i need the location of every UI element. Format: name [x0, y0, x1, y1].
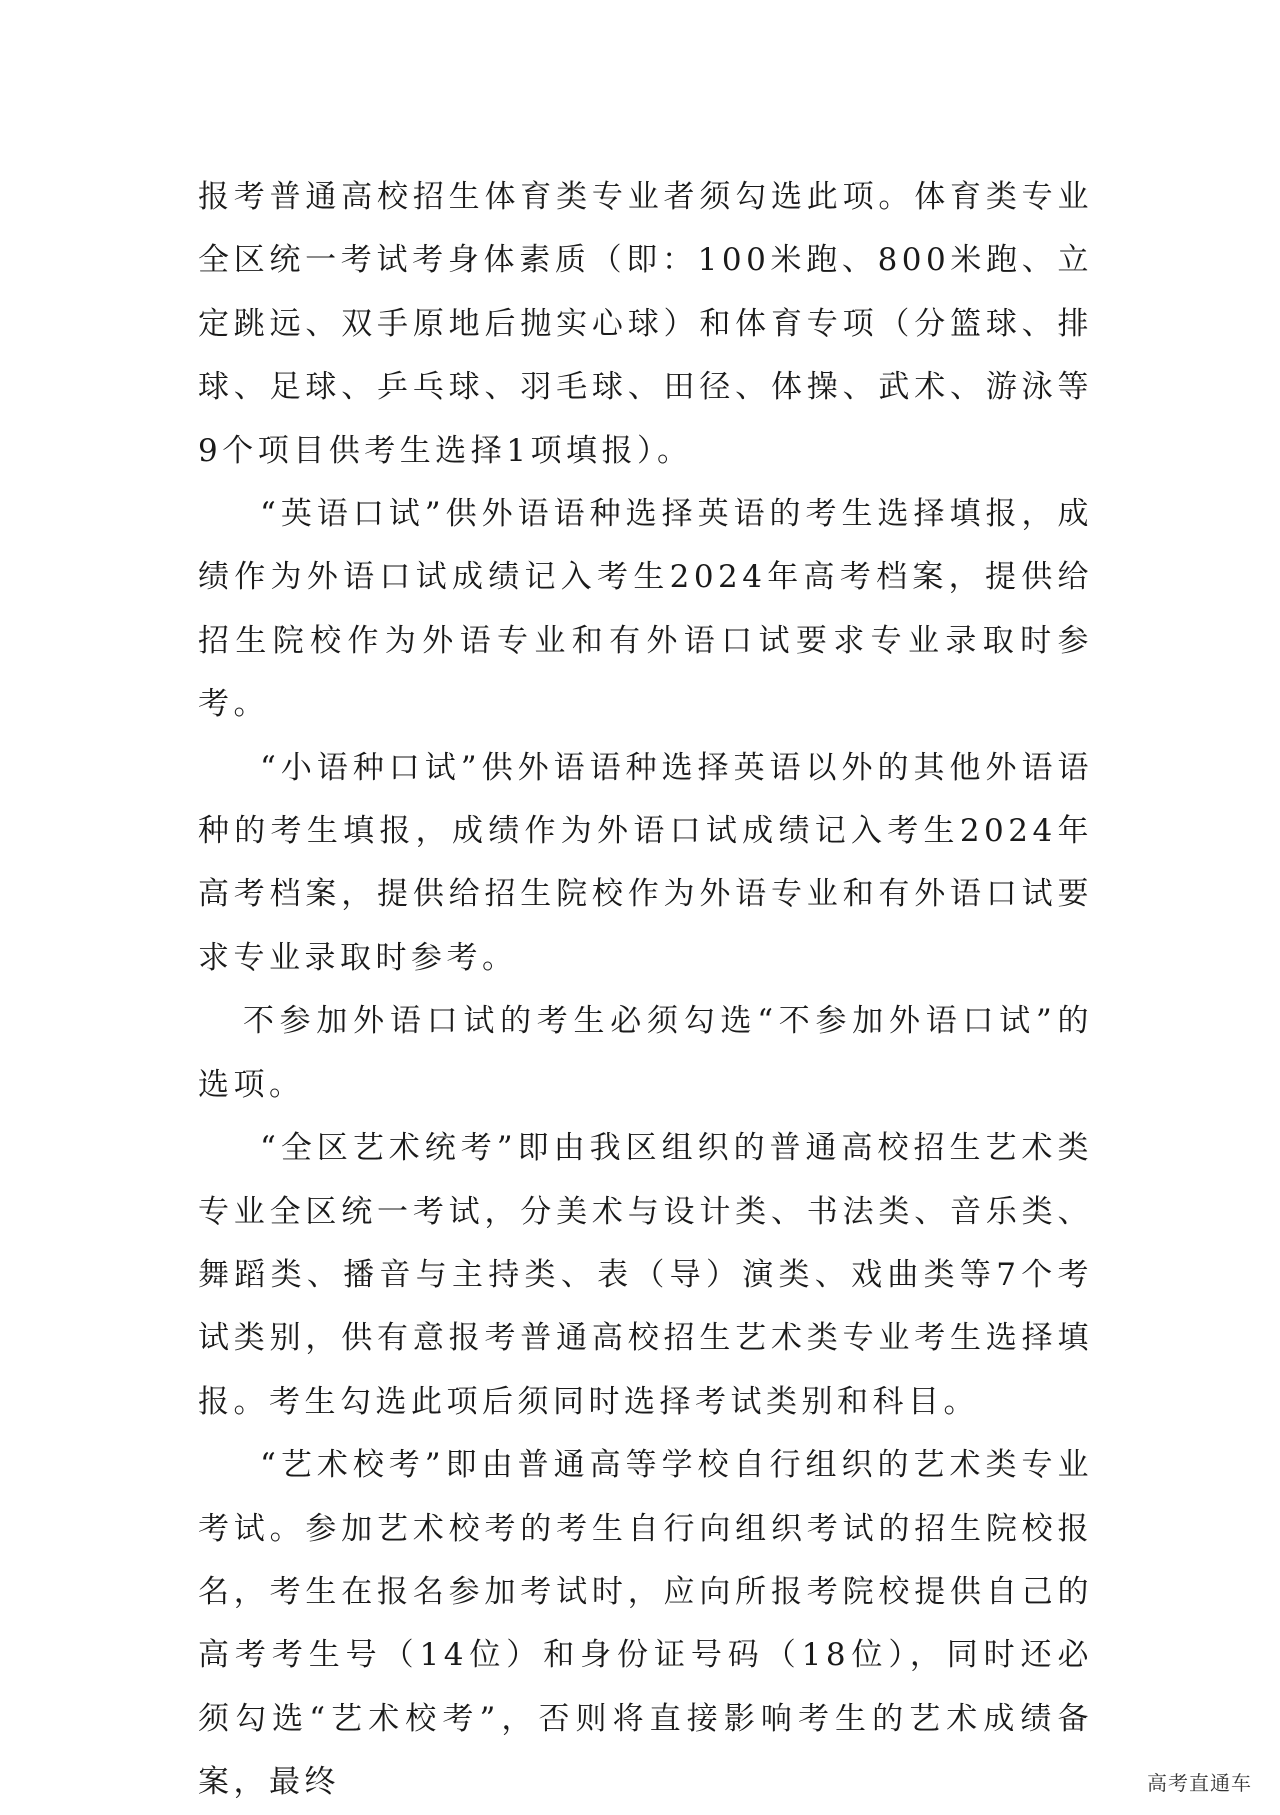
paragraph-sports-exam: 报考普通高校招生体育类专业者须勾选此项。体育类专业全区统一考试考身体素质（即：100米跑、800米跑、立定跳远、双手原地后抛实心球）和体育专项（分篮球、排球、足球、乒乓球、羽毛球、田径、体操、武术、游泳等9个项目供考生选择1项填报）。 [198, 179, 1093, 469]
paragraph-minor-language-oral: “小语种口试”供外语语种选择英语以外的其他外语语种的考生填报，成绩作为外语口试成绩记入考生2024年高考档案，提供给招生院校作为外语专业和有外语口试要求专业录取时参考。 [198, 749, 1093, 976]
paragraph-no-oral-exam: 不参加外语口试的考生必须勾选“不参加外语口试”的选项。 [198, 1003, 1093, 1103]
document-page [198, 166, 1093, 1815]
paragraph-art-unified-exam: “全区艺术统考”即由我区组织的普通高校招生艺术类专业全区统一考试，分美术与设计类、书法类、音乐类、舞蹈类、播音与主持类、表（导）演类、戏曲类等7个考试类别，供有意报考普通高校招生艺术类专业考生选择填报。考生勾选此项后须同时选择考试类别和科目。 [198, 1130, 1093, 1420]
paragraph-english-oral: “英语口试”供外语语种选择英语的考生选择填报，成绩作为外语口试成绩记入考生2024年高考档案，提供给招生院校作为外语专业和有外语口试要求专业录取时参考。 [198, 496, 1093, 723]
watermark-label: 高考直通车 [1147, 1771, 1252, 1795]
paragraph-art-school-exam: “艺术校考”即由普通高等学校自行组织的艺术类专业考试。参加艺术校考的考生自行向组织考试的招生院校报名，考生在报名参加考试时，应向所报考院校提供自己的高考考生号（14位）和身份证号码（18位），同时还必须勾选“艺术校考”，否则将直接影响考生的艺术成绩备案，最终 [198, 1447, 1093, 1801]
